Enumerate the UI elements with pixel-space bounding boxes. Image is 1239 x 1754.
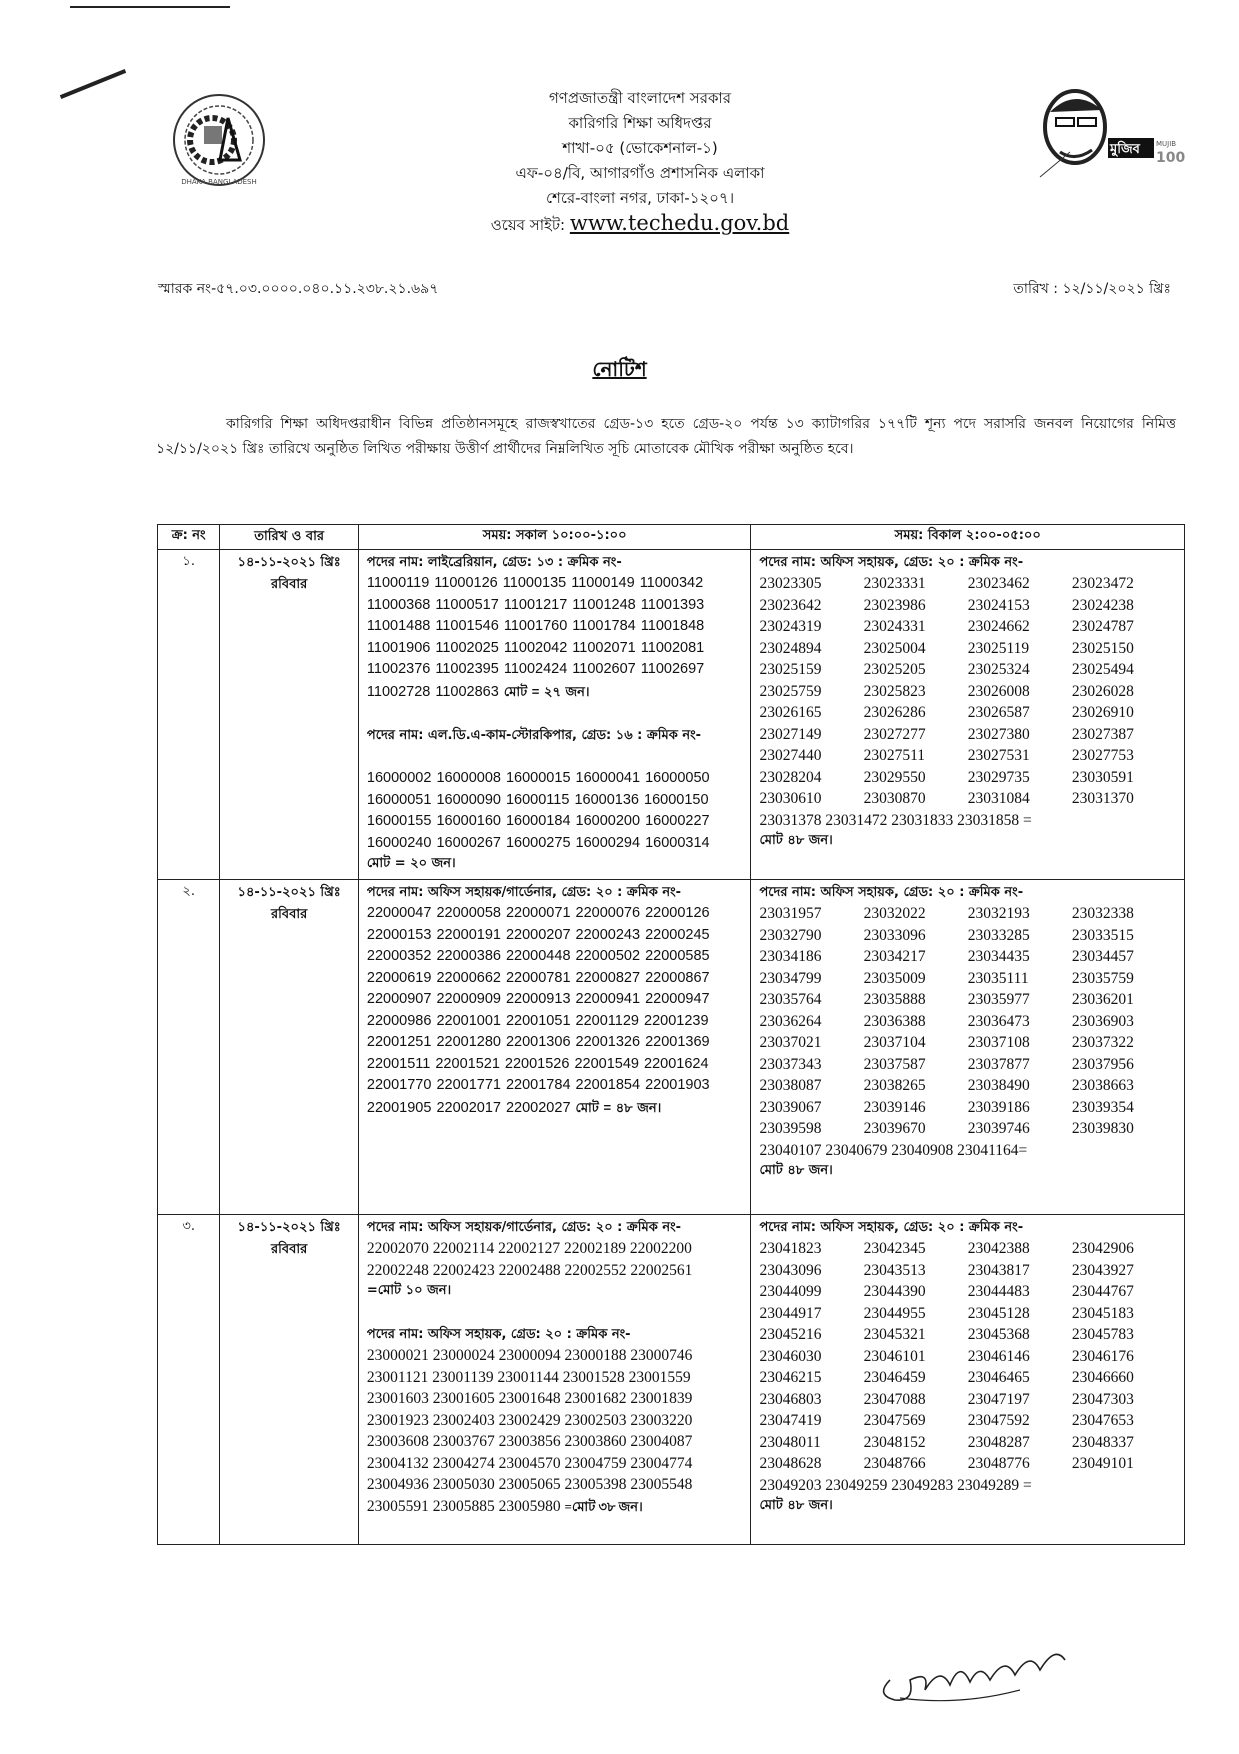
roll-number: 23027277 — [863, 725, 926, 743]
roll-number: 23024238 — [1071, 596, 1134, 614]
table-header-row — [158, 525, 1185, 550]
roll-number: 23023986 — [863, 596, 926, 614]
roll-number: 23024331 — [863, 618, 926, 635]
roll-numbers: 16000155 16000160 16000184 16000200 16000227 — [366, 813, 710, 829]
roll-numbers: 22000619 22000662 22000781 22000827 22000867 — [366, 969, 710, 986]
roll-numbers: 23049203 23049259 23049283 23049289 = — [759, 1476, 1032, 1494]
roll-number: 23036264 — [759, 1012, 822, 1030]
roll-number: 23035977 — [967, 991, 1030, 1008]
roll-number: 23048766 — [863, 1455, 926, 1472]
roll-number: 23036903 — [1071, 1012, 1134, 1030]
roll-number: 23037343 — [759, 1055, 822, 1073]
roll-number: 23046176 — [1071, 1347, 1134, 1365]
post-title: পদের নাম: লাইব্রেরিয়ান, গ্রেড: ১৩ : ক্রমিক নং- — [366, 555, 622, 570]
roll-number-line — [367, 1453, 743, 1475]
directorate-seal-logo — [160, 88, 278, 188]
roll-numbers: 22002070 22002114 22002127 22002189 22002200 — [366, 1240, 692, 1257]
roll-number-line — [367, 638, 743, 660]
roll-number: 23038663 — [1071, 1077, 1134, 1094]
letterhead-line: গণপ্রজাতন্ত্রী বাংলাদেশ সরকার — [548, 89, 732, 107]
roll-number-line — [367, 1474, 743, 1496]
roll-number: 23026286 — [863, 704, 926, 721]
notice-intro-paragraph: কারিগরি শিক্ষা অধিদপ্তরাধীন বিভিন্ন প্রতিষ্ঠানসমূহে রাজস্বখাতের গ্রেড-১৩ হতে গ্রেড-২০ পর্যন্ত ১৩ ক্যাটাগরির ১৭৭টি শূন্য পদে সরাসরি জনবল নিয়োগের নিমিত্ত ১২/১১/২০২১ খ্রিঃ তারিখে অনুষ্ঠিত লিখিত পরীক্ষায় উত্তীর্ণ প্রার্থীদের নিম্নলিখিত সূচি মোতাবেক মৌখিক পরীক্ষা অনুষ্ঠিত হবে। — [156, 416, 1176, 457]
roll-number-last-line — [759, 1140, 1176, 1162]
roll-numbers: 22000907 22000909 22000913 22000941 22000947 — [366, 991, 710, 1007]
roll-number: 23026165 — [759, 704, 822, 721]
mujib-borsho-100-logo-icon — [1030, 82, 1205, 182]
candidate-total: মোট = ২০ জন। — [366, 856, 456, 871]
roll-number: 23036388 — [863, 1012, 926, 1030]
roll-number-line — [367, 1431, 743, 1453]
notice-date: তারিখ : ১২/১১/২০২১ খ্রিঃ — [1013, 281, 1171, 297]
roll-number-line — [367, 1367, 743, 1389]
roll-number: 23045321 — [863, 1326, 926, 1343]
exam-day: রবিবার — [271, 907, 308, 922]
roll-number: 23045783 — [1071, 1326, 1134, 1343]
roll-number: 23039186 — [967, 1098, 1030, 1116]
post-title: পদের নাম: অফিস সহায়ক, গ্রেড: ২০ : ক্রমিক নং- — [759, 1220, 1024, 1235]
roll-numbers: 22000047 22000058 22000071 22000076 22000126 — [366, 905, 710, 921]
roll-numbers: 23004936 23005030 23005065 23005398 23005548 — [366, 1476, 693, 1493]
spacer — [367, 746, 743, 768]
roll-number: 23025324 — [967, 661, 1030, 678]
roll-numbers: 23005591 23005885 23005980 — [366, 1497, 561, 1515]
roll-number: 23035009 — [863, 969, 926, 987]
roll-number: 23023305 — [759, 575, 822, 592]
roll-number: 23034186 — [759, 948, 822, 965]
post-title: পদের নাম: অফিস সহায়ক, গ্রেড: ২০ : ক্রমিক নং- — [759, 555, 1024, 570]
roll-number: 23027440 — [759, 747, 822, 764]
roll-number-line — [367, 1496, 743, 1518]
roll-number: 23046803 — [759, 1390, 822, 1408]
viva-schedule-table — [157, 524, 1185, 1545]
roll-number: 23033096 — [863, 926, 926, 944]
roll-number: 23046660 — [1071, 1369, 1134, 1386]
roll-number-line — [367, 681, 743, 704]
roll-number: 23043817 — [967, 1261, 1030, 1279]
roll-number-line — [367, 1054, 743, 1076]
roll-number: 23039598 — [759, 1120, 822, 1137]
roll-number: 23024153 — [967, 596, 1030, 614]
svg-text:DHAKA BANGLADESH: DHAKA BANGLADESH — [181, 178, 257, 186]
roll-number: 23048152 — [863, 1433, 926, 1451]
roll-number: 23045216 — [759, 1326, 822, 1343]
roll-numbers: 22001770 22001771 22001784 22001854 22001903 — [366, 1077, 710, 1093]
candidate-total: মোট = ২৭ জন। — [503, 683, 590, 699]
roll-number: 23032790 — [759, 926, 822, 944]
roll-number-line — [367, 1097, 743, 1120]
roll-number-line — [367, 1388, 743, 1410]
mujib-borsho-logo — [1030, 82, 1205, 182]
header-serial: ক্র: নং — [158, 525, 220, 550]
roll-number-line — [367, 616, 743, 638]
roll-number: 23027149 — [759, 725, 822, 743]
roll-number-line — [367, 903, 743, 925]
roll-number-line — [367, 811, 743, 833]
letterhead-line: কারিগরি শিক্ষা অধিদপ্তর — [568, 114, 712, 132]
afternoon-session-cell — [751, 550, 1185, 880]
letterhead — [430, 86, 850, 238]
roll-number-line — [367, 768, 743, 790]
roll-numbers: 16000240 16000267 16000275 16000294 16000314 — [366, 834, 710, 851]
svg-text:MUJIB: MUJIB — [1156, 140, 1177, 148]
roll-number: 23024319 — [759, 618, 822, 635]
roll-number-last-line — [759, 810, 1176, 832]
roll-number: 23033515 — [1071, 926, 1134, 944]
roll-numbers: 22001511 22001521 22001526 22001549 22001624 — [366, 1055, 709, 1072]
roll-number: 23046146 — [967, 1347, 1030, 1365]
roll-number-line — [367, 1032, 743, 1054]
serial-cell: ১. — [158, 550, 220, 880]
morning-session-cell — [358, 550, 751, 880]
roll-number-grid — [759, 1238, 1176, 1475]
roll-number: 23044390 — [863, 1283, 926, 1300]
roll-number: 23037021 — [759, 1034, 822, 1051]
roll-number: 23027380 — [967, 725, 1030, 743]
table-row — [158, 550, 1185, 880]
roll-number: 23048776 — [967, 1455, 1030, 1472]
header-afternoon-session: সময়: বিকাল ২:০০-০৫:০০ — [751, 525, 1185, 550]
handwritten-signature-icon — [870, 1640, 1090, 1710]
roll-number: 23026910 — [1071, 704, 1134, 721]
roll-number: 23039670 — [863, 1120, 926, 1137]
roll-number: 23029735 — [967, 768, 1030, 786]
roll-number: 23026587 — [967, 704, 1030, 721]
roll-number-line — [367, 989, 743, 1011]
roll-numbers: 11000119 11000126 11000135 11000149 11000342 — [366, 575, 704, 591]
roll-number: 23025119 — [967, 639, 1030, 657]
roll-numbers: 16000002 16000008 16000015 16000041 16000050 — [366, 770, 710, 786]
exam-day: রবিবার — [271, 1242, 308, 1257]
roll-number: 23048287 — [967, 1433, 1030, 1451]
roll-number: 23047419 — [759, 1412, 822, 1429]
roll-number: 23047088 — [863, 1390, 926, 1408]
roll-number: 23049101 — [1071, 1455, 1134, 1472]
roll-number: 23038265 — [863, 1077, 926, 1094]
roll-number-line — [367, 595, 743, 617]
roll-number-line — [367, 659, 743, 681]
roll-number: 23032022 — [863, 905, 926, 922]
roll-numbers: 23004132 23004274 23004570 23004759 23004774 — [366, 1454, 693, 1472]
post-title: পদের নাম: অফিস সহায়ক/গার্ডেনার, গ্রেড: ২০ : ক্রমিক নং- — [366, 1220, 682, 1235]
roll-numbers: 22000352 22000386 22000448 22000502 22000585 — [366, 948, 710, 964]
roll-number: 23031370 — [1071, 790, 1134, 807]
roll-numbers: 22002248 22002423 22002488 22002552 22002561 — [366, 1261, 693, 1279]
roll-number: 23042906 — [1071, 1240, 1134, 1257]
header-morning-session: সময়: সকাল ১০:০০-১:০০ — [358, 525, 751, 550]
roll-numbers: 22000153 22000191 22000207 22000243 22000245 — [366, 926, 710, 943]
roll-number: 23044483 — [967, 1283, 1030, 1300]
roll-number: 23025004 — [863, 639, 926, 657]
roll-number: 23028204 — [759, 768, 822, 786]
memo-number: স্মারক নং-৫৭.০৩.০০০০.০৪০.১১.২৩৮.২১.৬৯৭ — [158, 281, 439, 297]
roll-number: 23029550 — [863, 768, 926, 786]
roll-number: 23043927 — [1071, 1261, 1134, 1279]
roll-number: 23025205 — [863, 661, 926, 678]
roll-number-line — [367, 925, 743, 947]
exam-date: ১৪-১১-২০২১ খ্রিঃ — [237, 555, 341, 570]
serial-cell: ২. — [158, 880, 220, 1215]
roll-number-grid — [759, 903, 1176, 1140]
roll-number-line — [367, 790, 743, 812]
roll-numbers: 23001603 23001605 23001648 23001682 23001839 — [366, 1390, 693, 1407]
roll-number: 23024894 — [759, 639, 822, 657]
morning-session-cell — [358, 1215, 751, 1545]
exam-date: ১৪-১১-২০২১ খ্রিঃ — [237, 1220, 341, 1235]
post-title: পদের নাম: অফিস সহায়ক, গ্রেড: ২০ : ক্রমিক নং- — [366, 1327, 631, 1342]
directorate-of-technical-education-seal-icon — [160, 88, 278, 188]
svg-text:মুজিব: মুজিব — [1110, 142, 1140, 157]
roll-number-line — [367, 968, 743, 990]
roll-number: 23032338 — [1071, 905, 1134, 922]
roll-number: 23023472 — [1071, 575, 1134, 592]
roll-numbers: 11002376 11002395 11002424 11002607 11002697 — [366, 661, 705, 677]
date-cell — [220, 1215, 359, 1545]
roll-number-line — [367, 573, 743, 595]
roll-number-line — [367, 1345, 743, 1367]
roll-number: 23025759 — [759, 682, 822, 700]
roll-number: 23030870 — [863, 790, 926, 807]
roll-number: 23027511 — [863, 747, 926, 764]
roll-number: 23023642 — [759, 596, 822, 614]
roll-number: 23035111 — [967, 969, 1029, 987]
roll-number: 23044767 — [1071, 1283, 1134, 1300]
roll-numbers: 22000986 22001001 22001051 22001129 22001239 — [366, 1012, 709, 1029]
date-cell — [220, 550, 359, 880]
roll-number: 23036201 — [1071, 991, 1134, 1008]
letterhead-line: শাখা-০৫ (ভোকেশনাল-১) — [562, 139, 718, 157]
date-cell — [220, 880, 359, 1215]
roll-number-line — [367, 1238, 743, 1260]
website-link[interactable]: www.techedu.gov.bd — [569, 211, 790, 235]
roll-number: 23042388 — [967, 1240, 1030, 1257]
candidate-total: =মোট ১০ জন। — [366, 1283, 452, 1298]
roll-number: 23046465 — [967, 1369, 1030, 1386]
roll-number: 23037877 — [967, 1055, 1030, 1073]
roll-number: 23023331 — [863, 575, 926, 592]
roll-number: 23042345 — [863, 1240, 926, 1257]
roll-number: 23041823 — [759, 1240, 822, 1257]
roll-number: 23037587 — [863, 1055, 926, 1073]
roll-numbers: 23001121 23001139 23001144 23001528 23001559 — [366, 1368, 691, 1386]
candidate-total: মোট ৪৮ জন। — [759, 833, 833, 848]
exam-date: ১৪-১১-২০২১ খ্রিঃ — [237, 885, 341, 900]
morning-session-cell — [358, 880, 751, 1215]
roll-number: 23032193 — [967, 905, 1030, 922]
roll-number: 23031957 — [759, 905, 822, 922]
letterhead-line: শেরে-বাংলা নগর, ঢাকা-১২০৭। — [545, 189, 735, 207]
scan-artifact-line — [70, 6, 230, 8]
roll-number: 23048011 — [759, 1433, 821, 1451]
roll-number: 23046459 — [863, 1369, 926, 1386]
post-title: পদের নাম: অফিস সহায়ক/গার্ডেনার, গ্রেড: ২০ : ক্রমিক নং- — [366, 885, 682, 900]
roll-numbers: 11001906 11002025 11002042 11002071 11002081 — [366, 639, 705, 656]
roll-number: 23048628 — [759, 1455, 822, 1472]
website-label: ওয়েব সাইট: — [490, 216, 566, 234]
header-date-day: তারিখ ও বার — [220, 525, 359, 550]
roll-number: 23024662 — [967, 618, 1030, 635]
roll-number: 23037104 — [863, 1034, 926, 1051]
roll-number: 23045183 — [1071, 1304, 1134, 1322]
roll-number: 23047303 — [1071, 1390, 1134, 1408]
roll-numbers: 11001488 11001546 11001760 11001784 11001848 — [366, 618, 705, 634]
spacer — [367, 1302, 743, 1324]
roll-number: 23047592 — [967, 1412, 1030, 1429]
afternoon-session-cell — [751, 880, 1185, 1215]
roll-numbers: 11000368 11000517 11001217 11001248 11001393 — [366, 596, 705, 613]
roll-number: 23039746 — [967, 1120, 1030, 1137]
roll-number: 23047653 — [1071, 1412, 1134, 1429]
roll-number: 23045368 — [967, 1326, 1030, 1343]
website-line — [430, 211, 850, 238]
roll-numbers: 22001251 22001280 22001306 22001326 22001369 — [366, 1034, 710, 1050]
scan-artifact-pen-stroke — [60, 69, 126, 99]
roll-number: 23033285 — [967, 926, 1030, 944]
roll-number: 23027753 — [1071, 747, 1134, 764]
candidate-total: মোট ৪৮ জন। — [759, 1163, 833, 1178]
roll-number: 23035888 — [863, 991, 926, 1008]
roll-number-line — [367, 1075, 743, 1097]
roll-number: 23047197 — [967, 1390, 1030, 1408]
letterhead-line: এফ-০৪/বি, আগারগাঁও প্রশাসনিক এলাকা — [515, 164, 765, 182]
serial-cell: ৩. — [158, 1215, 220, 1545]
roll-number: 23044917 — [759, 1304, 822, 1322]
roll-numbers: 11002728 11002863 — [366, 683, 499, 700]
roll-number: 23039146 — [863, 1098, 926, 1116]
post-title: পদের নাম: এল.ডি.এ-কাম-স্টোরকিপার, গ্রেড: ১৬ : ক্রমিক নং- — [366, 728, 702, 743]
roll-number: 23035764 — [759, 991, 822, 1008]
roll-number: 23046030 — [759, 1347, 822, 1365]
roll-number: 23030610 — [759, 790, 822, 807]
roll-number: 23039354 — [1071, 1098, 1134, 1116]
roll-number-line — [367, 1011, 743, 1033]
roll-number: 23027387 — [1071, 725, 1134, 743]
roll-numbers: 23031378 23031472 23031833 23031858 = — [759, 811, 1032, 829]
roll-number: 23038490 — [967, 1077, 1030, 1094]
roll-number: 23046101 — [863, 1347, 926, 1365]
roll-number-line — [367, 1410, 743, 1432]
roll-number: 23043513 — [863, 1261, 926, 1279]
roll-numbers: 23000021 23000024 23000094 23000188 23000746 — [366, 1347, 693, 1364]
post-title: পদের নাম: অফিস সহায়ক, গ্রেড: ২০ : ক্রমিক নং- — [759, 885, 1024, 900]
roll-number: 23048337 — [1071, 1433, 1134, 1451]
roll-number: 23031084 — [967, 790, 1030, 807]
candidate-total: =মোট ৩৮ জন। — [564, 1498, 643, 1514]
signature — [870, 1640, 1090, 1710]
roll-number: 23025823 — [863, 682, 926, 700]
roll-number: 23037108 — [967, 1034, 1030, 1051]
roll-number-grid — [759, 573, 1176, 810]
spacer — [367, 703, 743, 725]
roll-number: 23038087 — [759, 1077, 822, 1094]
roll-numbers: 22001905 22002017 22002027 — [366, 1099, 571, 1116]
roll-number: 23043096 — [759, 1261, 822, 1279]
roll-number: 23034217 — [863, 948, 926, 965]
notice-title-text: নোটিশ — [592, 357, 647, 381]
roll-number: 23044955 — [863, 1304, 926, 1322]
table-row — [158, 880, 1185, 1215]
roll-number-line — [367, 833, 743, 855]
roll-number: 23025159 — [759, 661, 822, 678]
roll-number: 23030591 — [1071, 768, 1134, 786]
roll-numbers: 23001923 23002403 23002429 23002503 23003220 — [366, 1411, 693, 1429]
roll-number: 23036473 — [967, 1012, 1030, 1030]
roll-number: 23034457 — [1071, 948, 1134, 965]
roll-number: 23025494 — [1071, 661, 1134, 678]
roll-number: 23044099 — [759, 1283, 822, 1300]
roll-number: 23026028 — [1071, 682, 1134, 700]
roll-number-last-line — [759, 1475, 1176, 1497]
roll-numbers: 23003608 23003767 23003856 23003860 23004087 — [366, 1433, 693, 1450]
roll-numbers: 16000051 16000090 16000115 16000136 16000150 — [366, 791, 709, 808]
roll-number-line — [367, 946, 743, 968]
roll-number: 23037322 — [1071, 1034, 1134, 1051]
roll-number: 23034435 — [967, 948, 1030, 965]
roll-number: 23039067 — [759, 1098, 822, 1116]
svg-text:100: 100 — [1156, 150, 1186, 166]
roll-number: 23039830 — [1071, 1120, 1134, 1137]
candidate-total: মোট = ৪৮ জন। — [575, 1099, 662, 1115]
roll-numbers: 23040107 23040679 23040908 23041164= — [759, 1141, 1028, 1159]
roll-number: 23034799 — [759, 969, 822, 987]
roll-number: 23046215 — [759, 1369, 822, 1386]
roll-number-line — [367, 1260, 743, 1282]
notice-title — [0, 355, 1239, 388]
candidate-total: মোট ৪৮ জন। — [759, 1498, 833, 1513]
roll-number: 23037956 — [1071, 1055, 1134, 1073]
afternoon-session-cell — [751, 1215, 1185, 1545]
table-row — [158, 1215, 1185, 1545]
roll-number: 23023462 — [967, 575, 1030, 592]
roll-number: 23035759 — [1071, 969, 1134, 987]
roll-number: 23025150 — [1071, 639, 1134, 657]
roll-number: 23024787 — [1071, 618, 1134, 635]
roll-number: 23026008 — [967, 682, 1030, 700]
exam-day: রবিবার — [271, 577, 308, 592]
roll-number: 23047569 — [863, 1412, 926, 1429]
roll-number: 23027531 — [967, 747, 1030, 764]
roll-number: 23045128 — [967, 1304, 1030, 1322]
